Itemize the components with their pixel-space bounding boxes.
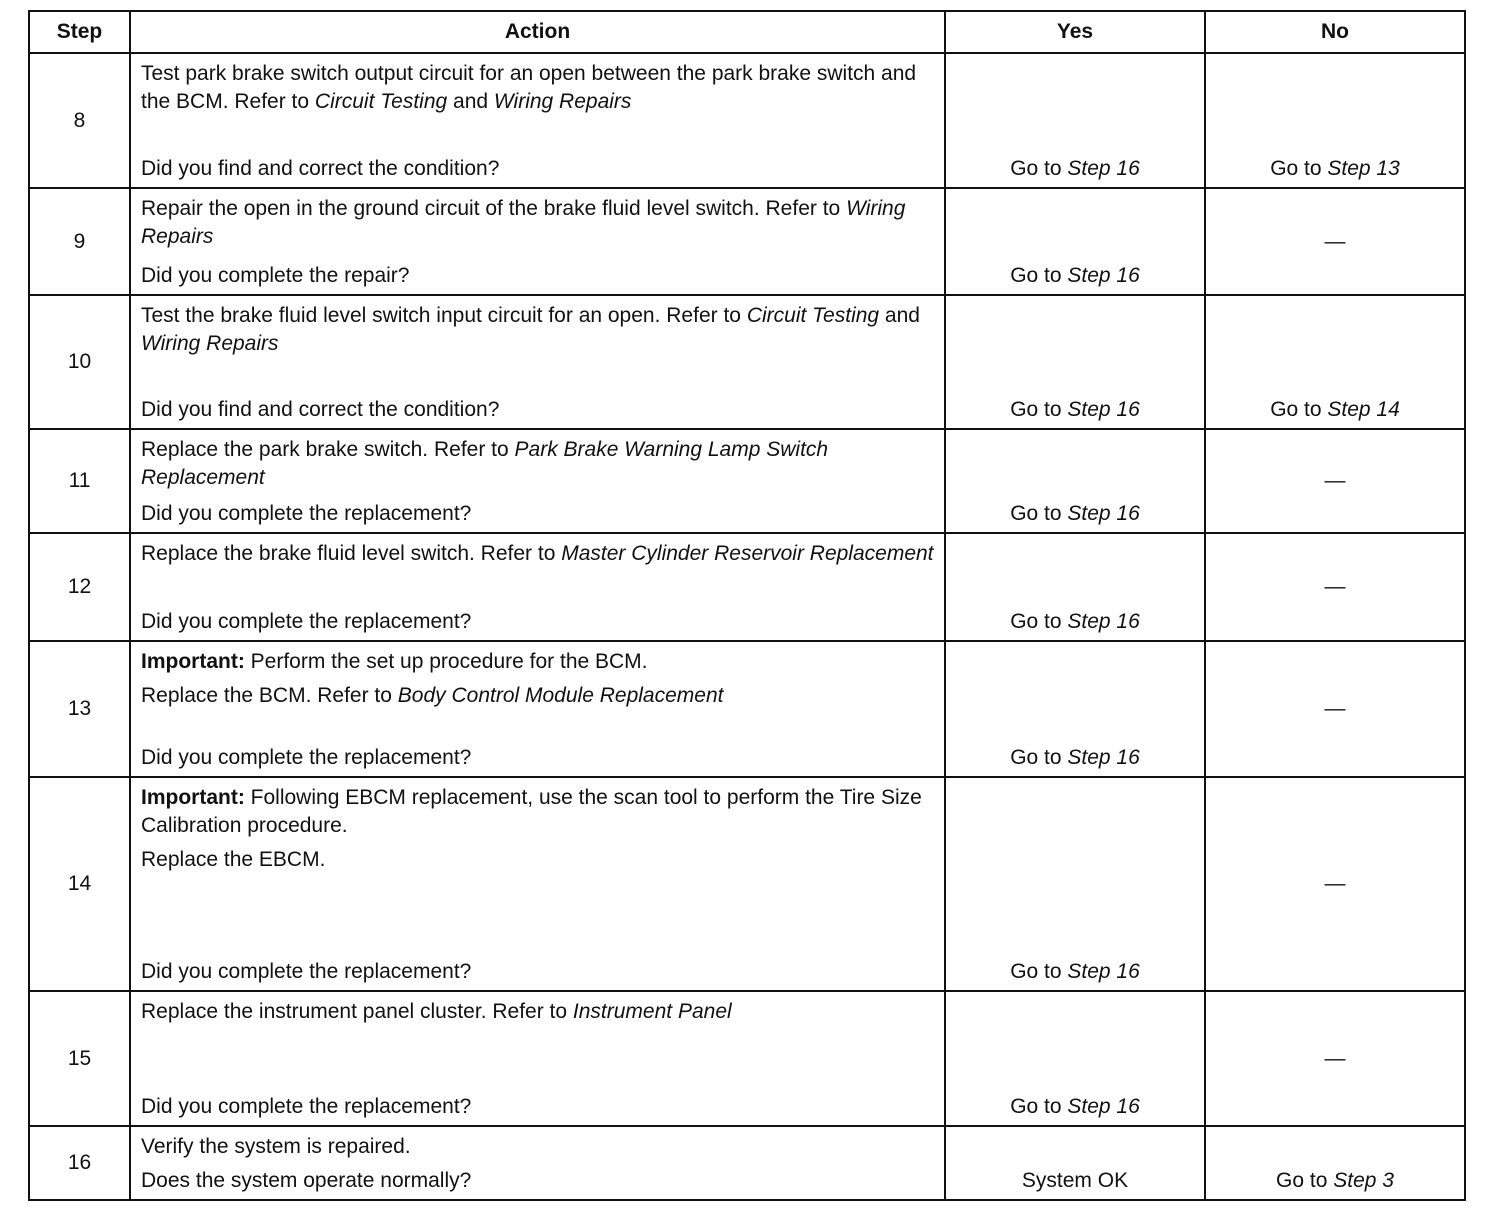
action-question: Did you find and correct the condition? <box>141 398 500 421</box>
text-run: — <box>1324 229 1346 253</box>
step-number: 10 <box>29 295 130 429</box>
text-run: Go to <box>1270 398 1328 421</box>
no-result <box>1205 1126 1465 1200</box>
reference-link-text: Wiring Repairs <box>141 332 279 355</box>
text-run: and <box>879 304 920 327</box>
header-no: No <box>1205 11 1465 53</box>
reference-link-text: Body Control Module Replacement <box>397 684 724 707</box>
action-cell <box>130 53 945 188</box>
yes-result <box>945 429 1205 533</box>
step-number: 11 <box>29 429 130 533</box>
text-run: and <box>447 90 494 113</box>
reference-link-text: Circuit Testing <box>314 90 448 113</box>
yes-result <box>945 188 1205 295</box>
no-result <box>1205 295 1465 429</box>
action-instruction <box>141 784 936 840</box>
text-run: Go to <box>1010 1095 1068 1118</box>
yes-result <box>945 1126 1205 1200</box>
action-instruction <box>141 998 936 1026</box>
text-run: Go to <box>1270 157 1328 180</box>
reference-link-text: Circuit Testing <box>746 304 880 327</box>
action-instruction <box>141 195 936 251</box>
action-cell <box>130 533 945 641</box>
text-run: — <box>1324 469 1346 492</box>
header-yes: Yes <box>945 11 1205 53</box>
step-number: 9 <box>29 188 130 295</box>
action-instruction <box>141 1133 936 1161</box>
text-run: Go to <box>1010 264 1068 287</box>
text-run: Go to <box>1010 502 1068 525</box>
text-run: Go to <box>1276 1169 1334 1192</box>
no-result <box>1205 641 1465 777</box>
text-run: Replace the brake fluid level switch. Refer to <box>141 542 562 565</box>
action-cell <box>130 188 945 295</box>
reference-link-text: Step 16 <box>1067 1095 1140 1118</box>
no-result <box>1205 188 1465 295</box>
reference-link-text: Step 16 <box>1067 157 1140 180</box>
header-action: Action <box>130 11 945 53</box>
text-run: — <box>1324 1046 1346 1070</box>
action-instruction <box>141 60 936 116</box>
reference-link-text: Park Brake Warning Lamp Switch Replacement <box>141 438 829 489</box>
reference-link-text: Step 13 <box>1327 157 1400 180</box>
no-result <box>1205 429 1465 533</box>
table-row <box>29 991 1465 1126</box>
no-result <box>1205 53 1465 188</box>
yes-result <box>945 777 1205 991</box>
action-question: Did you complete the replacement? <box>141 502 472 525</box>
reference-link-text: Master Cylinder Reservoir Replacement <box>561 542 934 565</box>
text-run: Replace the BCM. Refer to <box>141 684 398 707</box>
reference-link-text: Step 16 <box>1067 746 1140 769</box>
text-run: Replace the instrument panel cluster. Refer to <box>141 1000 573 1023</box>
yes-result <box>945 533 1205 641</box>
action-question: Did you complete the replacement? <box>141 746 472 769</box>
text-run: Go to <box>1010 398 1068 421</box>
text-run: Go to <box>1010 960 1068 983</box>
action-question: Does the system operate normally? <box>141 1169 472 1192</box>
yes-result <box>945 53 1205 188</box>
reference-link-text: Instrument Panel <box>572 1000 732 1023</box>
text-run: Following EBCM replacement, use the scan tool to perform the Tire Size Calibration procedure. <box>141 786 922 837</box>
reference-link-text: Step 16 <box>1067 502 1140 525</box>
text-run: Replace the EBCM. <box>141 848 326 871</box>
action-instruction <box>141 540 936 568</box>
diagnostic-table <box>28 10 1466 1201</box>
yes-result <box>945 295 1205 429</box>
step-number: 14 <box>29 777 130 991</box>
reference-link-text: Step 16 <box>1067 610 1140 633</box>
action-instruction <box>141 846 936 874</box>
action-instruction <box>141 302 936 358</box>
reference-link-text: Step 14 <box>1327 398 1400 421</box>
reference-link-text: Step 3 <box>1333 1169 1394 1192</box>
step-number: 12 <box>29 533 130 641</box>
no-result <box>1205 533 1465 641</box>
text-run: Test the brake fluid level switch input circuit for an open. Refer to <box>141 304 747 327</box>
action-cell <box>130 295 945 429</box>
action-cell <box>130 641 945 777</box>
text-run: Go to <box>1010 610 1068 633</box>
important-label: Important: <box>141 650 245 673</box>
table-row <box>29 777 1465 991</box>
table-row <box>29 295 1465 429</box>
step-number: 16 <box>29 1126 130 1200</box>
header-step: Step <box>29 11 130 53</box>
text-run: — <box>1324 575 1346 598</box>
action-question: Did you complete the replacement? <box>141 1095 472 1118</box>
action-cell <box>130 991 945 1126</box>
action-instruction <box>141 682 936 710</box>
step-number: 13 <box>29 641 130 777</box>
table-row <box>29 641 1465 777</box>
reference-link-text: Step 16 <box>1067 960 1140 983</box>
text-run: Test park brake switch output circuit for an open between the park brake switch and the BCM. Refer to <box>141 62 917 113</box>
action-instruction <box>141 436 936 492</box>
action-cell <box>130 429 945 533</box>
action-cell <box>130 777 945 991</box>
action-cell <box>130 1126 945 1200</box>
table-row <box>29 188 1465 295</box>
text-run: Perform the set up procedure for the BCM. <box>244 650 648 673</box>
important-label: Important: <box>141 786 245 809</box>
text-run: Go to <box>1010 746 1068 769</box>
step-number: 15 <box>29 991 130 1126</box>
text-run: Repair the open in the ground circuit of the brake fluid level switch. Refer to <box>141 197 847 220</box>
action-question: Did you complete the repair? <box>141 264 410 287</box>
reference-link-text: Wiring Repairs <box>141 197 906 248</box>
text-run: Verify the system is repaired. <box>141 1135 411 1158</box>
table-row <box>29 53 1465 188</box>
action-question: Did you complete the replacement? <box>141 960 472 983</box>
table-row <box>29 533 1465 641</box>
text-run: — <box>1324 872 1346 895</box>
no-result <box>1205 991 1465 1126</box>
text-run: System OK <box>1021 1169 1129 1192</box>
table-row <box>29 429 1465 533</box>
text-run: Replace the park brake switch. Refer to <box>141 438 515 461</box>
table-row <box>29 1126 1465 1200</box>
step-number: 8 <box>29 53 130 188</box>
action-question: Did you complete the replacement? <box>141 610 472 633</box>
reference-link-text: Step 16 <box>1067 398 1140 421</box>
table-body <box>29 53 1465 1200</box>
yes-result <box>945 641 1205 777</box>
text-run: — <box>1324 697 1346 720</box>
action-instruction <box>141 648 936 676</box>
text-run: Go to <box>1010 157 1068 180</box>
header-row <box>29 11 1465 53</box>
reference-link-text: Step 16 <box>1067 264 1140 287</box>
action-question: Did you find and correct the condition? <box>141 157 500 180</box>
reference-link-text: Wiring Repairs <box>493 90 632 113</box>
no-result <box>1205 777 1465 991</box>
yes-result <box>945 991 1205 1126</box>
